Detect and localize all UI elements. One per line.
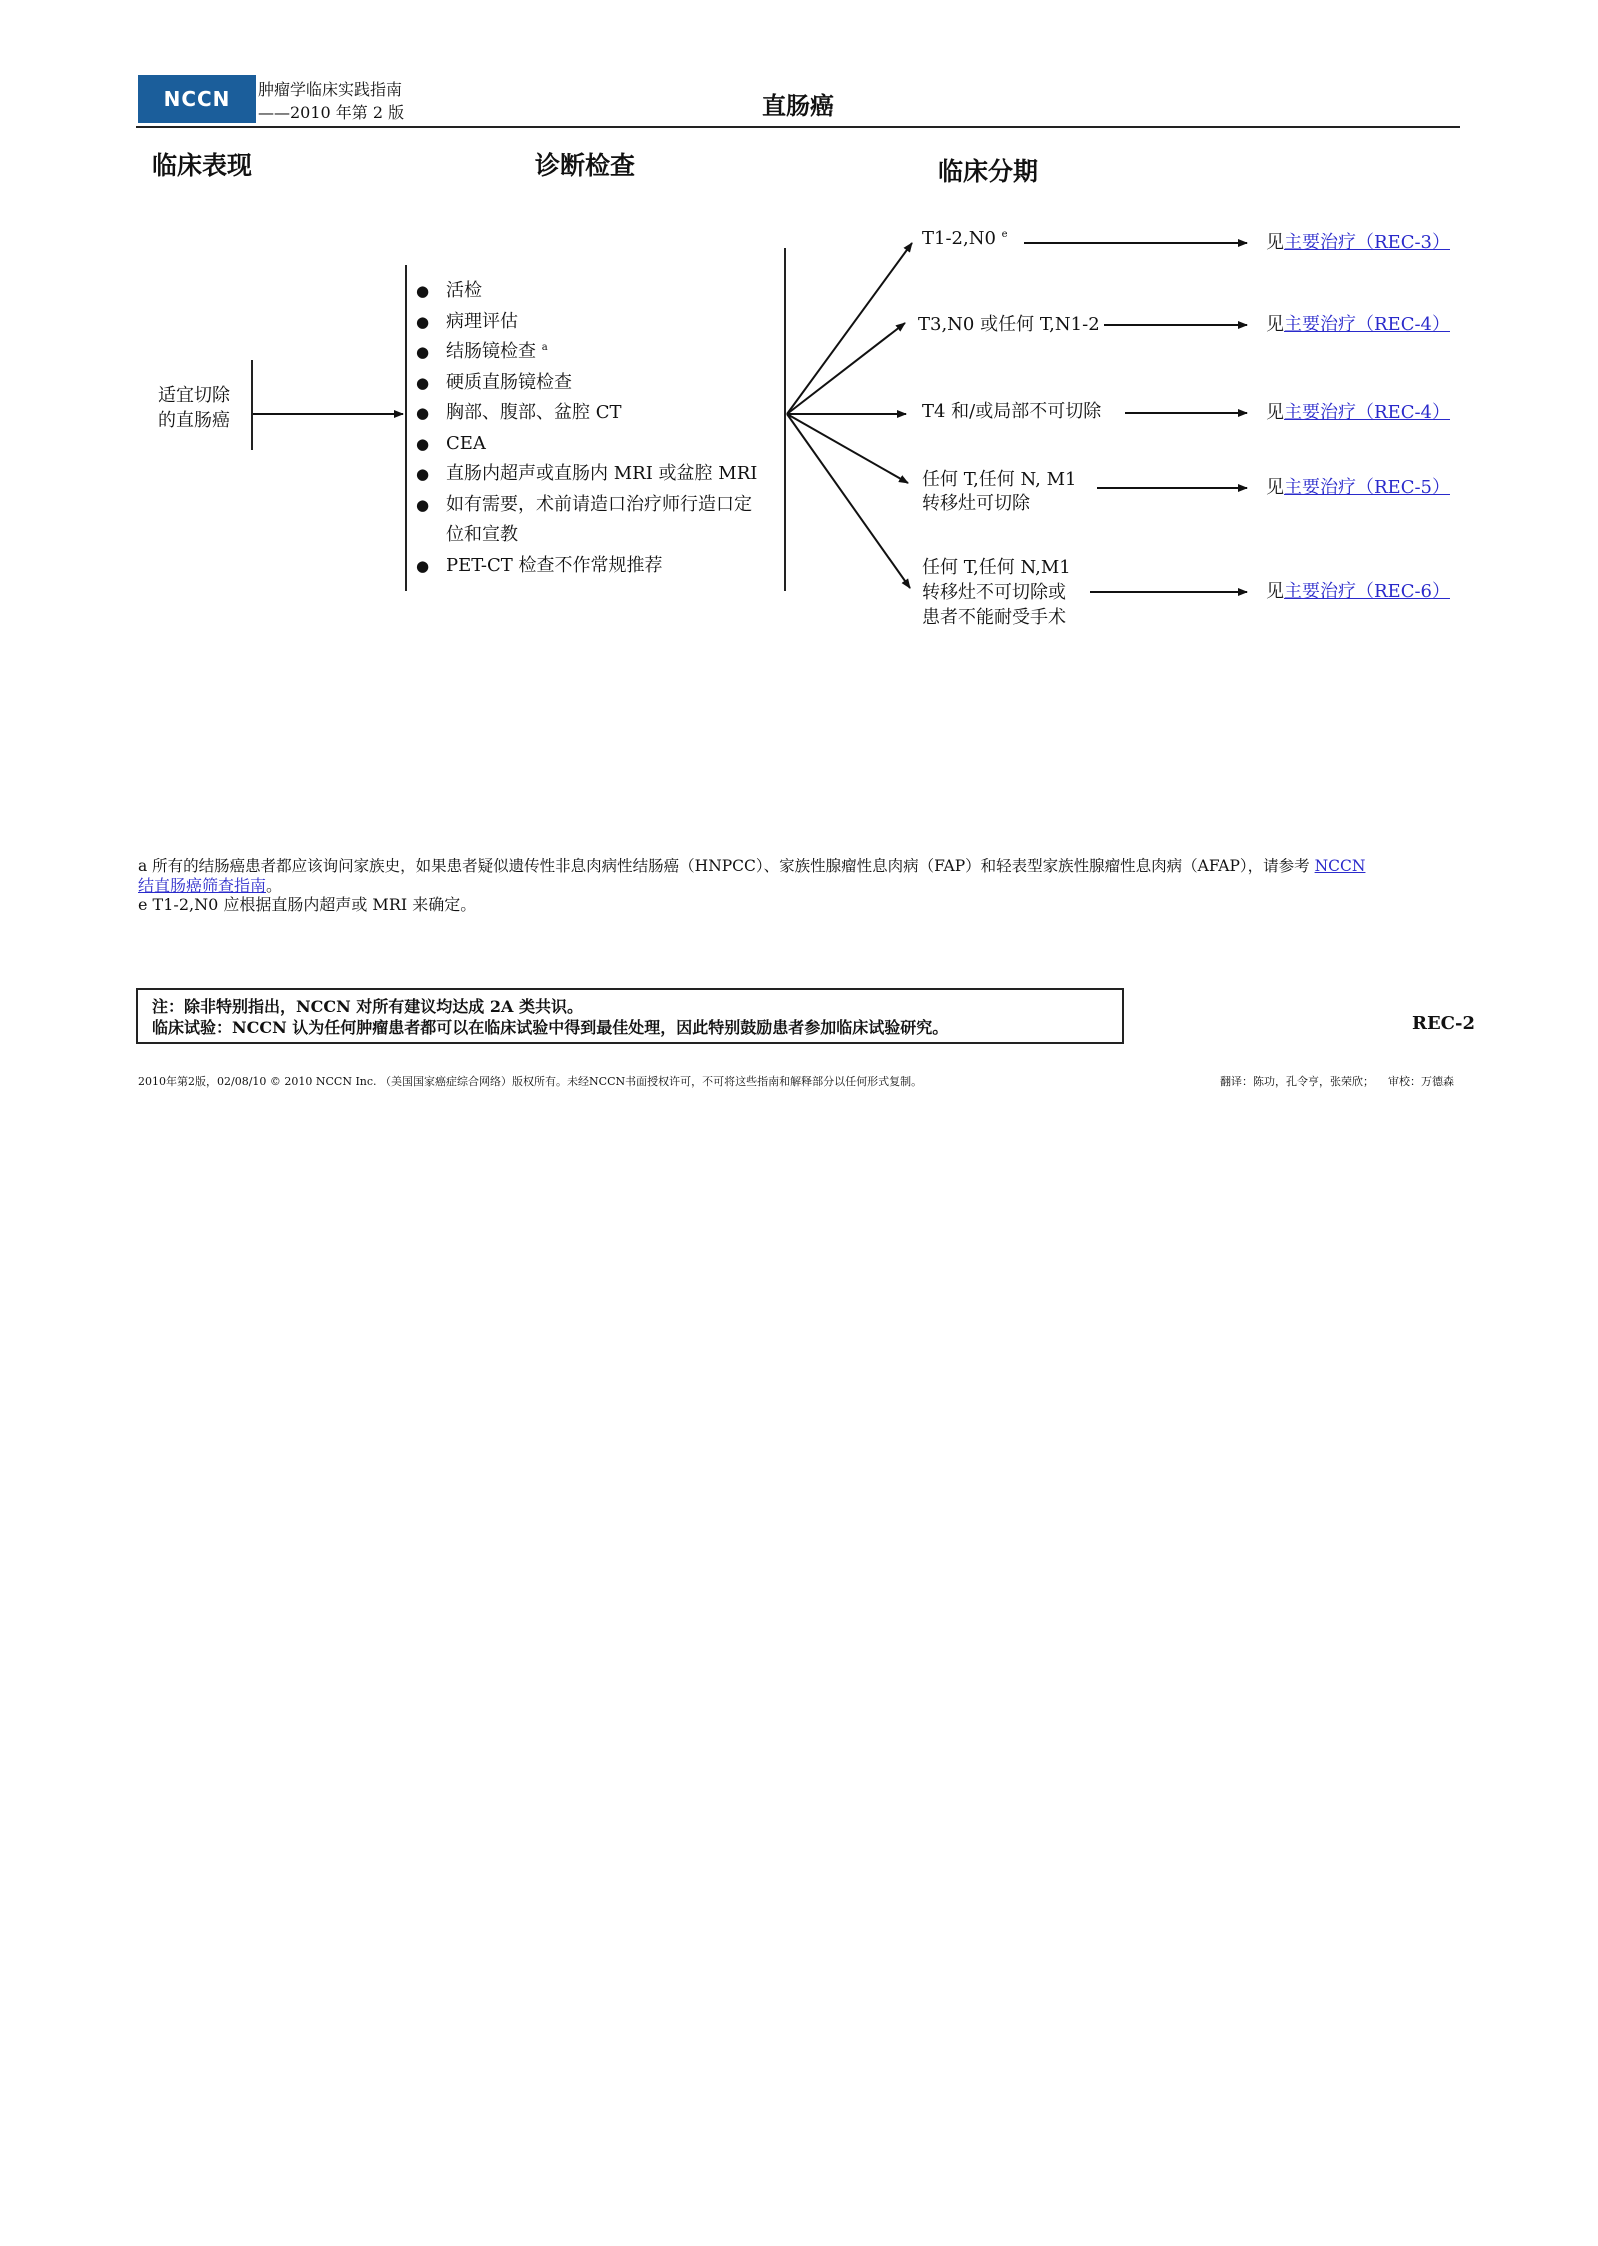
- footnote-a-continued: 结直肠癌筛查指南。: [138, 876, 283, 895]
- link-rec-3[interactable]: 主要治疗（REC-3）: [1284, 232, 1450, 253]
- column-heading-staging: 临床分期: [938, 157, 1039, 186]
- footnote-ref-e: e: [1001, 229, 1008, 240]
- presentation-line-2: 的直肠癌: [158, 410, 230, 431]
- column-heading-presentation: 临床表现: [152, 151, 253, 180]
- copyright-notice: 2010年第2版，02/08/10 © 2010 NCCN Inc. （美国国家癌症综合网络）版权所有。未经NCCN书面授权许可，不可将这些指南和解释部分以任何形式复制。: [138, 1075, 923, 1088]
- footnote-e: e T1-2,N0 应根据直肠内超声或 MRI 来确定。: [138, 895, 477, 914]
- translation-credits: 翻译：陈功，孔令亨，张荣欣； 审校：万德森: [1220, 1075, 1454, 1088]
- guideline-version: ——2010 年第 2 版: [258, 103, 405, 122]
- treatment-ref-4: 见主要治疗（REC-5）: [1266, 477, 1450, 498]
- arrow-to-stage-4: [787, 414, 908, 483]
- column-heading-workup: 诊断检查: [535, 151, 636, 180]
- page-id: REC-2: [1412, 1013, 1475, 1034]
- link-rec-6[interactable]: 主要治疗（REC-6）: [1284, 581, 1450, 602]
- clinical-trials-note: 临床试验：NCCN 认为任何肿瘤患者都可以在临床试验中得到最佳处理，因此特别鼓励患者参加临床试验研究。: [152, 1018, 949, 1037]
- stage-4-label-line-1: 任何 T,任何 N, M1: [922, 469, 1077, 490]
- guideline-series-title: 肿瘤学临床实践指南: [258, 80, 403, 99]
- link-rec-4[interactable]: 主要治疗（REC-4）: [1284, 314, 1450, 335]
- arrow-to-stage-5: [787, 414, 910, 588]
- arrow-to-stage-1: [787, 243, 912, 414]
- workup-item: ● 胸部、腹部、盆腔 CT: [414, 398, 757, 429]
- consensus-note-box: [136, 988, 1124, 1044]
- workup-item: ● 硬质直肠镜检查: [414, 368, 757, 399]
- treatment-ref-5: 见主要治疗（REC-6）: [1266, 581, 1450, 602]
- stage-5-label-line-2: 转移灶不可切除或: [922, 582, 1066, 603]
- workup-item: ● 活检: [414, 276, 757, 307]
- page-title: 直肠癌: [762, 91, 834, 120]
- link-nccn[interactable]: NCCN: [1314, 857, 1366, 875]
- workup-item: ● 直肠内超声或直肠内 MRI 或盆腔 MRI: [414, 459, 757, 490]
- workup-item: ● 如有需要，术前请造口治疗师行造口定: [414, 490, 757, 521]
- workup-item: ● CEA: [414, 429, 757, 460]
- stage-3-label: T4 和/或局部不可切除: [922, 401, 1102, 422]
- workup-item: ● 病理评估: [414, 307, 757, 338]
- workup-item-continued: 位和宣教: [446, 524, 518, 545]
- nccn-logo: NCCN: [138, 75, 256, 123]
- stage-1-label: T1-2,N0 $^e$: [922, 228, 1008, 249]
- consensus-note: 注：除非特别指出，NCCN 对所有建议均达成 2A 类共识。: [152, 997, 583, 1016]
- stage-2-label: T3,N0 或任何 T,N1-2: [918, 314, 1100, 335]
- stage-4-label-line-2: 转移灶可切除: [922, 493, 1030, 514]
- treatment-ref-1: 见主要治疗（REC-3）: [1266, 232, 1450, 253]
- footnote-ref-a: a: [541, 342, 548, 353]
- stage-5-label-line-3: 患者不能耐受手术: [922, 607, 1066, 628]
- treatment-ref-2: 见主要治疗（REC-4）: [1266, 314, 1450, 335]
- link-rec-5[interactable]: 主要治疗（REC-5）: [1284, 477, 1450, 498]
- presentation-line-1: 适宜切除: [158, 385, 230, 406]
- stage-5-label-line-1: 任何 T,任何 N,M1: [922, 557, 1071, 578]
- link-crc-screening-guideline[interactable]: 结直肠癌筛查指南: [138, 876, 267, 895]
- arrow-to-stage-2: [787, 323, 905, 414]
- footnote-a: a 所有的结肠癌患者都应该询问家族史，如果患者疑似遗传性非息肉病性结肠癌（HNPCC）、家族性腺瘤性息肉病（FAP）和轻表型家族性腺瘤性息肉病（AFAP），请参考 NCCN: [138, 857, 1366, 875]
- treatment-ref-3: 见主要治疗（REC-4）: [1266, 402, 1450, 423]
- link-rec-4[interactable]: 主要治疗（REC-4）: [1284, 402, 1450, 423]
- workup-item: ● 结肠镜检查 $^a$: [414, 337, 757, 368]
- workup-item: ● PET-CT 检查不作常规推荐: [414, 551, 757, 582]
